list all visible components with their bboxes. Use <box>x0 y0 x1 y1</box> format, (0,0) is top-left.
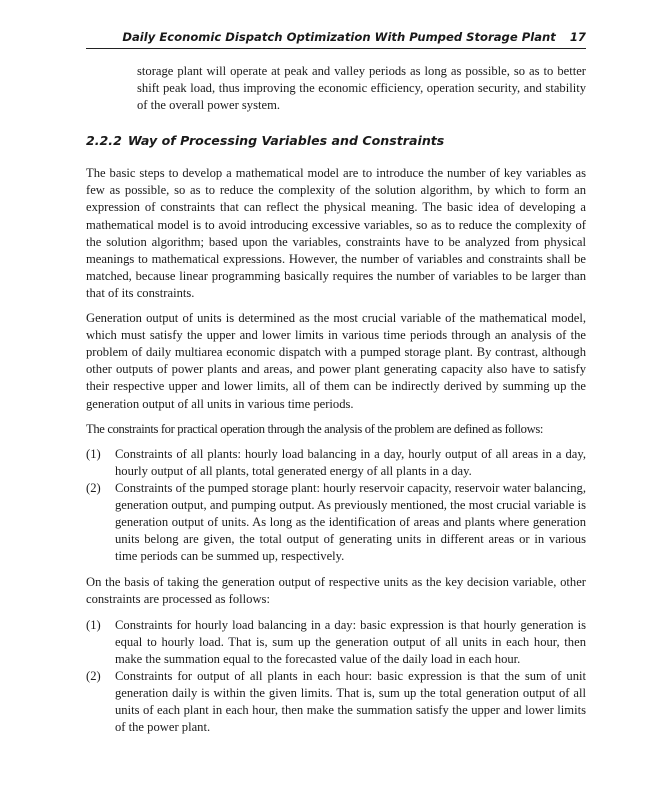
section-title: Way of Processing Variables and Constraints <box>127 133 445 149</box>
list-marker: (1) <box>86 617 101 632</box>
list-item-text: Constraints for hourly load balancing in a day: basic expression is that hourly generation is equal to hourly load. That is, sum up the generation output of all units in each hour, then make the summation equal to the forecasted value of the daily load in each hour. <box>115 617 586 666</box>
list-item <box>86 446 586 480</box>
list-marker: (2) <box>86 668 101 683</box>
page-number: 17 <box>569 30 586 44</box>
section-number: 2.2.2 <box>86 133 122 149</box>
paragraph: On the basis of taking the generation output of respective units as the key decision variable, other constraints are processed as follows: <box>86 575 586 607</box>
list-marker: (1) <box>86 446 101 461</box>
processed-constraints-list <box>86 617 586 737</box>
list-item <box>86 617 586 668</box>
list-item-text: Constraints for output of all plants in each hour: basic expression is that the sum of unit generation daily is within the given limits. That is, sum up the total generation output of all units of each plant in each hour, then make the summation satisfy the upper and lower limits of the power plant. <box>115 668 586 735</box>
header-rule <box>86 48 586 49</box>
continued-list-text: storage plant will operate at peak and valley periods as long as possible, so as to better shift peak load, thus improving the economic efficiency, operation security, and stability of the overall power system. <box>137 64 586 113</box>
running-header <box>86 28 586 46</box>
paragraph: The constraints for practical operation through the analysis of the problem are defined as follows: <box>86 421 544 436</box>
paragraph: Generation output of units is determined as the most crucial variable of the mathematical model, which must satisfy the upper and lower limits in various time periods through an analysis of the problem of daily multiarea economic dispatch with a pumped storage plant. By contrast, although other outputs of power plants and areas, and power plant generating capacity also have to satisfy their respective upper and lower limits, all of them can be indirectly derived by summing up the generation output of all units in various time periods. <box>86 311 586 411</box>
list-marker: (2) <box>86 480 101 495</box>
list-item-text: Constraints of the pumped storage plant: hourly reservoir capacity, reservoir water balancing, generation output, and pumping output. As previously mentioned, the most crucial variable is generation output of units. As long as the identification of areas and plants where generation units belong are given, the total output of generating units in different areas or in various time periods can be summed up, respectively. <box>115 480 586 564</box>
paragraph: The basic steps to develop a mathematical model are to introduce the number of key variables as few as possible, so as to reduce the complexity of the solution algorithm, by which to form an expression of constraints that can reflect the physical meaning. The basic idea of developing a mathematical model is to avoid introducing excessive variables, so as to reduce the complexity of the solution algorithm; based upon the variables, constraints have to be analyzed from physical meanings to mathematical expressions. However, the number of variables and constraints shall be matched, because linear programming basically requires the number of variables to be larger than that of its constraints. <box>86 166 586 300</box>
list-item <box>86 668 586 736</box>
page-body <box>86 63 586 745</box>
list-item-text: Constraints of all plants: hourly load balancing in a day, hourly output of all areas in a day, hourly output of all plants, total generated energy of all plants in a day. <box>115 446 586 478</box>
section-heading <box>86 132 586 149</box>
plant-constraints-list <box>86 446 586 566</box>
list-item <box>86 480 586 565</box>
running-header-title: Daily Economic Dispatch Optimization With Pumped Storage Plant <box>122 30 556 44</box>
